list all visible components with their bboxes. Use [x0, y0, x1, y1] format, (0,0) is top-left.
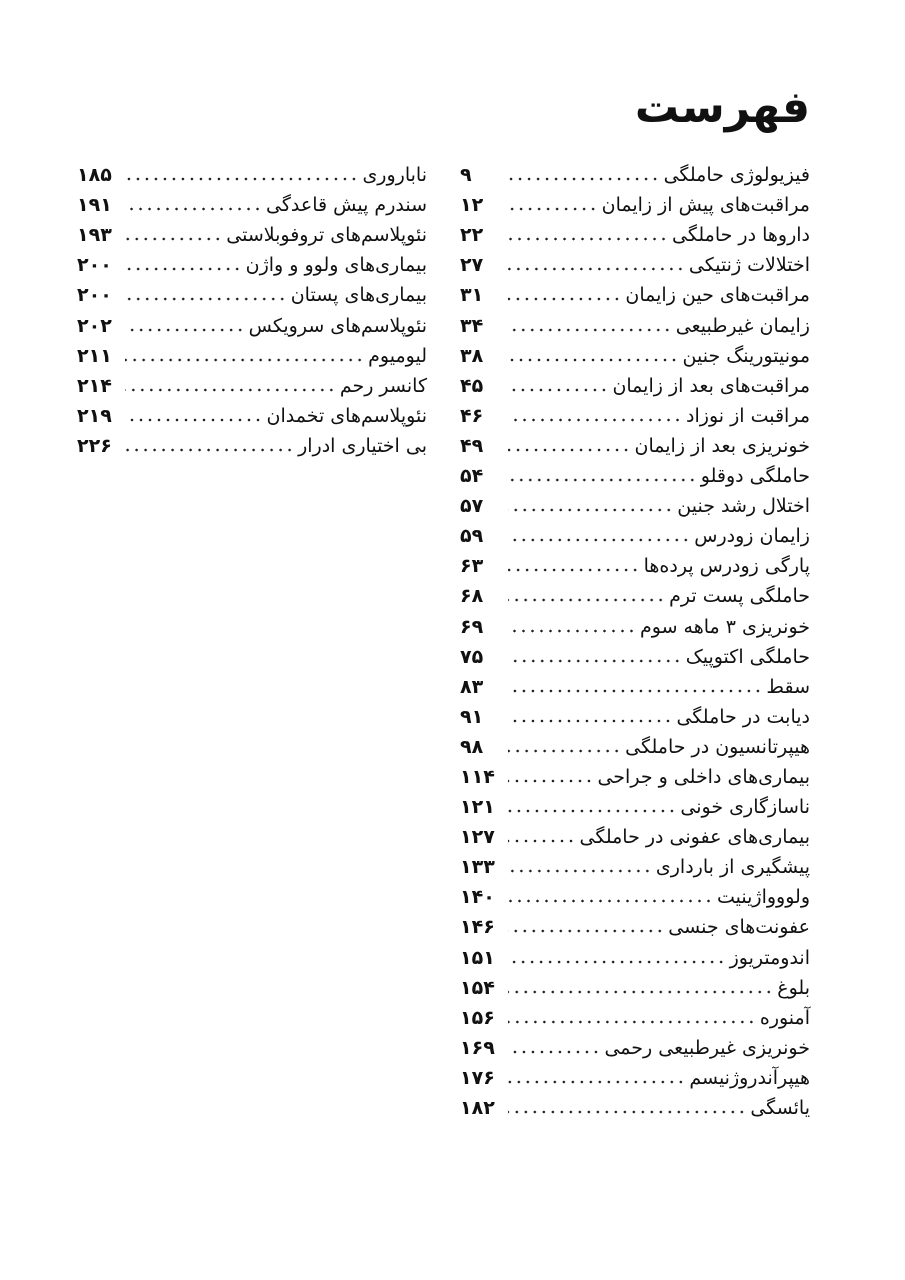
toc-entry: [77, 401, 427, 431]
toc-entry: [460, 852, 810, 882]
dot-leader: [508, 387, 608, 393]
toc-entry-title: داروها در حاملگی: [672, 224, 810, 247]
toc-entry-page-number: ۲۱۹: [77, 404, 112, 427]
toc-entry-title: بیماری‌های داخلی و جراحی: [597, 765, 810, 788]
toc-entry-title: هیپرآندروژنیسم: [689, 1066, 810, 1089]
dot-leader: [508, 266, 685, 272]
toc-entry: [460, 521, 810, 551]
toc-entry: [460, 882, 810, 912]
toc-entry-title: زایمان زودرس: [694, 525, 810, 548]
toc-entry-title: دیابت در حاملگی: [676, 705, 810, 728]
dot-leader: [125, 296, 287, 302]
dot-leader: [125, 266, 242, 272]
toc-entry-title: ناسازگاری خونی: [680, 796, 810, 819]
toc-entry-title: نئوپلاسم‌های سرویکس: [248, 314, 427, 337]
toc-entry-title: هیپرتانسیون در حاملگی: [625, 735, 810, 758]
toc-entry-page-number: ۲۰۰: [77, 284, 112, 307]
toc-entry: [77, 371, 427, 401]
dot-leader: [508, 567, 640, 573]
toc-entry: [460, 942, 810, 972]
dot-leader: [508, 176, 660, 182]
toc-entry-title: بیماری‌های ولوو و واژن: [245, 254, 427, 277]
toc-entry: [460, 220, 810, 250]
toc-entry: [460, 1063, 810, 1093]
toc-entry: [460, 732, 810, 762]
toc-entry-title: بلوغ: [777, 976, 810, 999]
toc-entry-page-number: ۱۵۶: [460, 1006, 495, 1029]
toc-entry-page-number: ۲۷: [460, 254, 484, 277]
toc-entry-title: پارگی زودرس پرده‌ها: [643, 555, 810, 578]
toc-entry: [460, 1033, 810, 1063]
toc-entry: [77, 310, 427, 340]
toc-entry-page-number: ۱۷۶: [460, 1066, 495, 1089]
toc-entry-page-number: ۱۴۰: [460, 886, 495, 909]
toc-entry-page-number: ۵۷: [460, 495, 484, 518]
toc-entry-title: خونریزی غیرطبیعی رحمی: [604, 1036, 810, 1059]
toc-entry-page-number: ۷۵: [460, 645, 484, 668]
toc-column-right: [460, 160, 810, 1123]
toc-entry-page-number: ۱۸۵: [77, 164, 112, 187]
dot-leader: [508, 236, 668, 242]
toc-entry-title: فیزیولوژی حاملگی: [663, 164, 810, 187]
toc-entry: [460, 792, 810, 822]
toc-entry: [460, 341, 810, 371]
toc-entry-title: حاملگی دوقلو: [700, 465, 810, 488]
toc-entry-title: عفونت‌های جنسی: [668, 916, 810, 939]
toc-entry-title: خونریزی ۳ ماهه سوم: [640, 615, 810, 638]
dot-leader: [508, 1049, 600, 1055]
dot-leader: [508, 206, 598, 212]
toc-entry-title: اندومتریوز: [729, 946, 810, 969]
dot-leader: [508, 808, 676, 814]
toc-entry: [460, 672, 810, 702]
toc-entry-page-number: ۲۱۴: [77, 374, 112, 397]
toc-entry-page-number: ۱۹۱: [77, 194, 112, 217]
toc-entry-page-number: ۸۳: [460, 675, 484, 698]
dot-leader: [508, 838, 576, 844]
toc-entry: [460, 401, 810, 431]
toc-entry-page-number: ۱۲۱: [460, 796, 495, 819]
toc-entry-page-number: ۵۴: [460, 465, 484, 488]
toc-entry-title: زایمان غیرطبیعی: [675, 314, 810, 337]
toc-entry-title: نئوپلاسم‌های تخمدان: [266, 404, 427, 427]
dot-leader: [125, 387, 336, 393]
toc-entry: [460, 371, 810, 401]
dot-leader: [508, 1019, 756, 1025]
dot-leader: [508, 327, 672, 333]
toc-entry: [460, 431, 810, 461]
dot-leader: [508, 959, 726, 965]
dot-leader: [508, 628, 636, 634]
toc-entry-title: پیشگیری از بارداری: [655, 856, 810, 879]
toc-entry-page-number: ۱۴۶: [460, 916, 495, 939]
toc-entry-title: مراقبت‌های بعد از زایمان: [612, 374, 810, 397]
dot-leader: [125, 206, 262, 212]
toc-entry: [460, 611, 810, 641]
toc-entry: [77, 431, 427, 461]
toc-entry-title: مراقبت‌های پیش از زایمان: [601, 194, 810, 217]
toc-entry-page-number: ۱۲۷: [460, 826, 495, 849]
toc-entry-title: کانسر رحم: [339, 374, 427, 397]
toc-entry: [77, 341, 427, 371]
toc-entry-title: لیومیوم: [368, 344, 427, 367]
toc-entry: [460, 461, 810, 491]
toc-entry: [460, 822, 810, 852]
toc-entry-page-number: ۹۱: [460, 705, 484, 728]
toc-entry-page-number: ۳۸: [460, 344, 484, 367]
toc-entry: [460, 1093, 810, 1123]
toc-entry-page-number: ۳۱: [460, 284, 484, 307]
toc-entry: [77, 220, 427, 250]
toc-entry-page-number: ۴۶: [460, 404, 484, 427]
dot-leader: [508, 658, 682, 664]
toc-entry-page-number: ۲۱۱: [77, 344, 112, 367]
toc-entry-title: ناباروری: [362, 164, 427, 187]
toc-entry-page-number: ۱۱۴: [460, 765, 495, 788]
dot-leader: [125, 236, 222, 242]
dot-leader: [125, 447, 294, 453]
dot-leader: [508, 928, 664, 934]
toc-entry: [460, 250, 810, 280]
dot-leader: [508, 1109, 746, 1115]
toc-entry-title: بیماری‌های پستان: [290, 284, 427, 307]
toc-entry: [77, 250, 427, 280]
toc-entry-title: حاملگی اکتوپیک: [685, 645, 810, 668]
toc-entry-title: سقط: [766, 675, 810, 698]
dot-leader: [508, 778, 593, 784]
toc-entry-page-number: ۴۵: [460, 374, 484, 397]
toc-entry: [460, 160, 810, 190]
dot-leader: [508, 507, 673, 513]
toc-entry: [460, 702, 810, 732]
toc-entry-page-number: ۱۹۳: [77, 224, 112, 247]
toc-entry-title: اختلال رشد جنین: [677, 495, 810, 518]
toc-entry-page-number: ۵۹: [460, 525, 484, 548]
toc-entry: [460, 581, 810, 611]
dot-leader: [508, 296, 621, 302]
toc-entry-page-number: ۱۵۱: [460, 946, 495, 969]
toc-entry-page-number: ۱۸۲: [460, 1097, 495, 1119]
toc-entry-page-number: ۶۸: [460, 585, 484, 608]
dot-leader: [508, 898, 713, 904]
dot-leader: [508, 597, 665, 603]
toc-entry-title: سندرم پیش قاعدگی: [266, 194, 427, 217]
dot-leader: [508, 718, 672, 724]
dot-leader: [125, 357, 364, 363]
toc-entry-page-number: ۲۰۲: [77, 314, 112, 337]
toc-entry: [460, 973, 810, 1003]
dot-leader: [125, 417, 263, 423]
toc-entry-page-number: ۴۹: [460, 434, 484, 457]
dot-leader: [508, 537, 690, 543]
toc-entry-title: مونیتورینگ جنین: [682, 344, 810, 367]
toc-entry: [77, 160, 427, 190]
dot-leader: [508, 447, 631, 453]
dot-leader: [508, 477, 697, 483]
toc-entry: [460, 190, 810, 220]
dot-leader: [125, 327, 245, 333]
toc-entry: [460, 1003, 810, 1033]
toc-entry-page-number: ۱۵۴: [460, 976, 495, 999]
toc-entry-title: یائسگی: [750, 1097, 810, 1119]
toc-entry: [77, 280, 427, 310]
dot-leader: [508, 989, 773, 995]
page-title: فهرست: [634, 82, 810, 133]
toc-entry: [460, 280, 810, 310]
toc-entry-page-number: ۶۳: [460, 555, 484, 578]
toc-entry-page-number: ۳۴: [460, 314, 484, 337]
toc-entry-title: بیماری‌های عفونی در حاملگی: [579, 826, 810, 849]
toc-entry-title: خونریزی بعد از زایمان: [634, 434, 810, 457]
toc-entry: [460, 551, 810, 581]
dot-leader: [508, 357, 679, 363]
dot-leader: [508, 417, 682, 423]
toc-entry-page-number: ۹: [460, 164, 472, 187]
dot-leader: [508, 868, 652, 874]
toc-entry-title: مراقبت از نوزاد: [686, 404, 810, 427]
toc-entry: [460, 491, 810, 521]
toc-entry-title: بی اختیاری ادرار: [298, 434, 427, 457]
toc-entry-title: مراقبت‌های حین زایمان: [625, 284, 810, 307]
dot-leader: [508, 748, 621, 754]
toc-entry-page-number: ۱۶۹: [460, 1036, 495, 1059]
toc-entry-title: نئوپلاسم‌های تروفوبلاستی: [226, 224, 427, 247]
toc-entry-page-number: ۱۳۳: [460, 856, 495, 879]
toc-entry-page-number: ۱۲: [460, 194, 484, 217]
toc-entry: [460, 762, 810, 792]
toc-entry: [460, 642, 810, 672]
toc-entry-page-number: ۲۰۰: [77, 254, 112, 277]
toc-entry-page-number: ۲۲: [460, 224, 484, 247]
toc-column-left: [77, 160, 427, 461]
toc-entry: [460, 310, 810, 340]
dot-leader: [508, 1079, 685, 1085]
toc-entry: [77, 190, 427, 220]
dot-leader: [508, 688, 762, 694]
toc-entry-title: ولوو‌واژینیت: [717, 886, 810, 909]
dot-leader: [125, 176, 358, 182]
toc-entry-page-number: ۲۲۶: [77, 434, 112, 457]
toc-entry-page-number: ۶۹: [460, 615, 484, 638]
toc-entry: [460, 912, 810, 942]
toc-entry-title: اختلالات ژنتیکی: [688, 254, 810, 277]
toc-entry-title: حاملگی پست ترم: [669, 585, 810, 608]
toc-entry-page-number: ۹۸: [460, 735, 484, 758]
toc-entry-title: آمنوره: [759, 1006, 810, 1029]
